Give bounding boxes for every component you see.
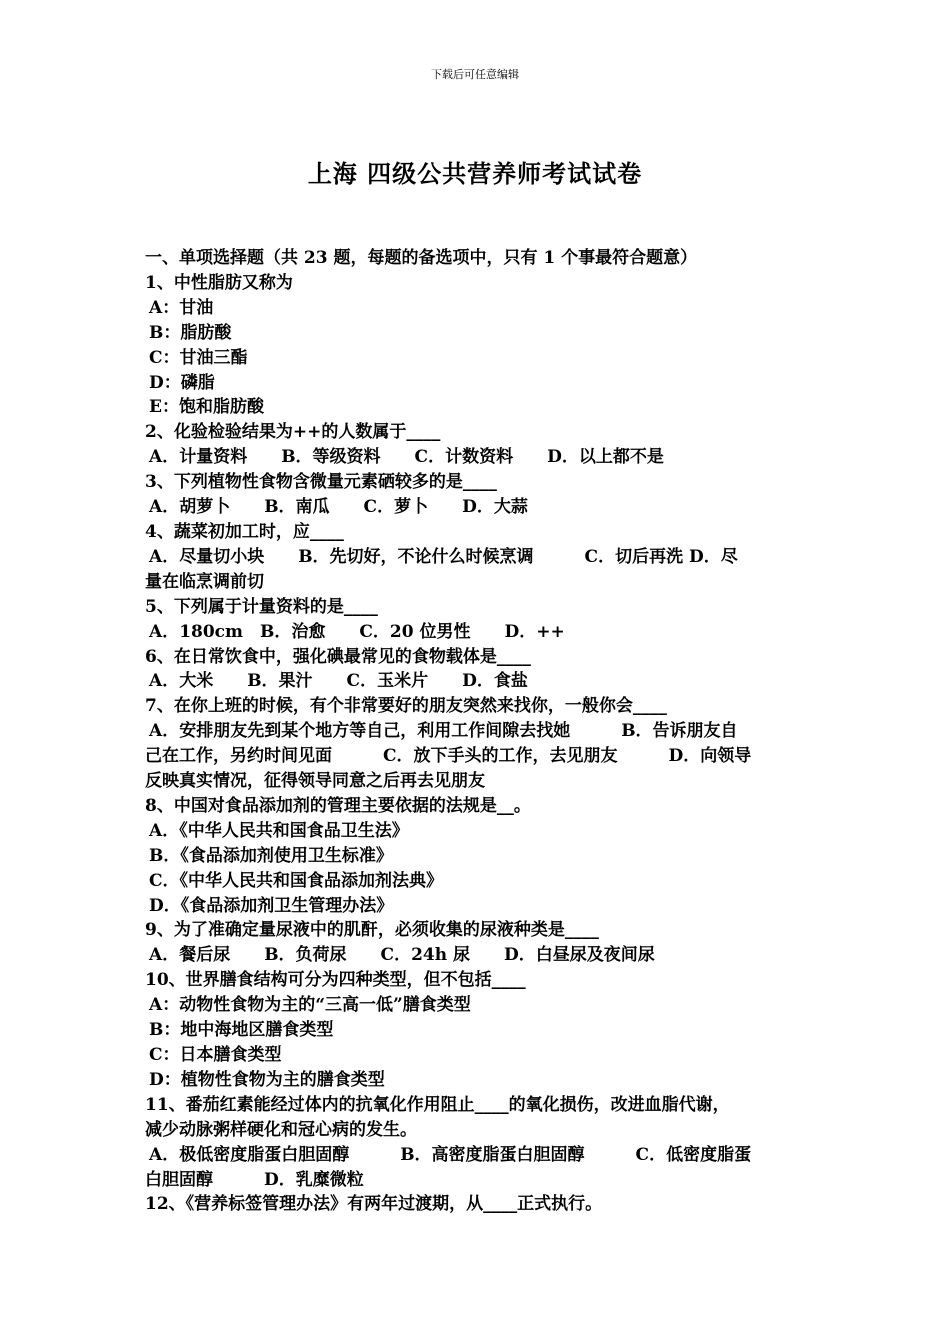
answer-option: D：磷脂 <box>149 372 215 393</box>
answer-option: D．《食品添加剂卫生管理办法》 <box>149 895 394 916</box>
question-text: 9、为了准确定量尿液中的肌酐，必须收集的尿液种类是____ <box>145 920 599 941</box>
question-text: 7、在你上班的时候，有个非常要好的朋友突然来找你，一般你会____ <box>145 696 667 717</box>
question-text: 2、化验检验结果为++的人数属于____ <box>145 422 441 443</box>
question-text: 12、《营养标签管理办法》有两年过渡期，从____正式执行。 <box>145 1194 603 1215</box>
answer-option: A：甘油 <box>149 297 214 318</box>
answer-option: A．180cm B．治愈 C．20 位男性 D．++ <box>149 621 565 642</box>
question-text: 6、在日常饮食中，强化碘最常见的食物载体是____ <box>145 646 531 667</box>
answer-option: A．《中华人民共和国食品卫生法》 <box>149 820 409 841</box>
answer-option: A．尽量切小块 B．先切好，不论什么时候烹调 C．切后再洗 D．尽 <box>149 546 738 567</box>
answer-option: C：日本膳食类型 <box>149 1045 282 1065</box>
question-text: 量在临烹调前切 <box>145 571 264 592</box>
question-text: 4、蔬菜初加工时，应____ <box>145 521 344 542</box>
answer-option: A．餐后尿 B．负荷尿 C．24h 尿 D．白昼尿及夜间尿 <box>149 945 655 966</box>
answer-option: B：脂肪酸 <box>149 322 232 343</box>
question-text: 1、中性脂肪又称为 <box>145 272 293 293</box>
question-text: 白胆固醇 D．乳糜微粒 <box>145 1169 364 1190</box>
question-text: 反映真实情况，征得领导同意之后再去见朋友 <box>145 771 485 792</box>
answer-option: A．胡萝卜 B．南瓜 C．萝卜 D．大蒜 <box>149 497 528 518</box>
answer-option: B．《食品添加剂使用卫生标准》 <box>149 845 393 866</box>
answer-option: D：植物性食物为主的膳食类型 <box>149 1069 385 1090</box>
answer-option: C：甘油三酯 <box>149 347 248 368</box>
answer-option: B：地中海地区膳食类型 <box>149 1020 334 1041</box>
question-text: 5、下列属于计量资料的是____ <box>145 596 378 617</box>
answer-option: A．大米 B．果汁 C．玉米片 D．食盐 <box>149 671 528 692</box>
question-text: 11、番茄红素能经过体内的抗氧化作用阻止____的氧化损伤，改进血脂代谢， <box>145 1094 730 1115</box>
answer-option: E：饱和脂肪酸 <box>149 397 264 418</box>
answer-option: C．《中华人民共和国食品添加剂法典》 <box>149 870 444 891</box>
document-title: 上海 四级公共营养师考试试卷 <box>307 159 643 188</box>
answer-option: A：动物性食物为主的“三高一低”膳食类型 <box>149 995 471 1016</box>
answer-option: A．安排朋友先到某个地方等自己，利用工作间隙去找她 B．告诉朋友自 <box>149 721 738 742</box>
exam-body <box>145 246 810 1217</box>
section-heading: 一、单项选择题（共 23 题，每题的备选项中，只有 1 个事最符合题意） <box>145 248 698 268</box>
answer-option: A．极低密度脂蛋白胆固醇 B．高密度脂蛋白胆固醇 C．低密度脂蛋 <box>149 1144 752 1165</box>
page-header-note: 下载后可任意编辑 <box>431 68 519 81</box>
question-text: 3、下列植物性食物含微量元素硒较多的是____ <box>145 472 497 493</box>
answer-option: A．计量资料 B．等级资料 C．计数资料 D．以上都不是 <box>149 447 664 468</box>
question-text: 减少动脉粥样硬化和冠心病的发生。 <box>145 1119 417 1140</box>
question-text: 8、中国对食品添加剂的管理主要依据的法规是__。 <box>145 795 531 816</box>
question-text: 己在工作，另约时间见面 C．放下手头的工作，去见朋友 D．向领导 <box>145 746 752 767</box>
question-text: 10、世界膳食结构可分为四种类型，但不包括____ <box>145 970 526 991</box>
